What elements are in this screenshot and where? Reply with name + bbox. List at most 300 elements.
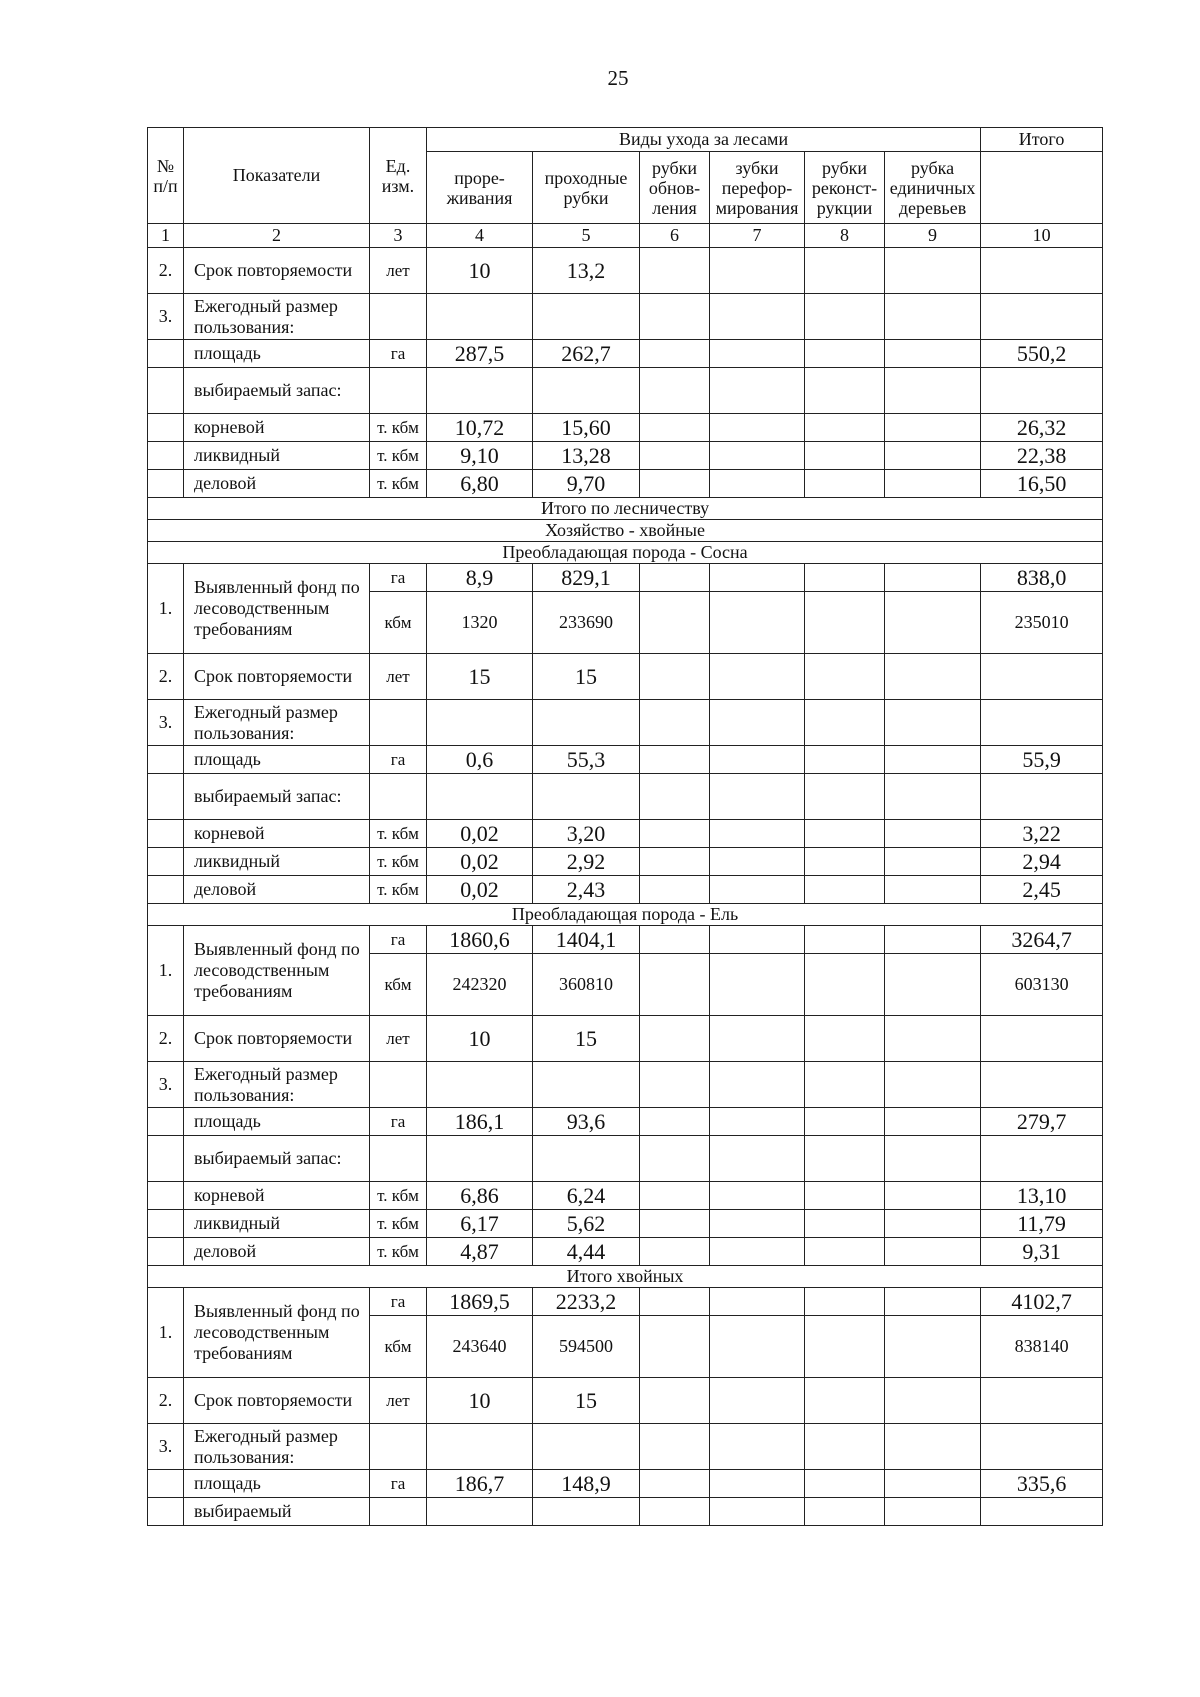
empty-cell (885, 1016, 981, 1062)
empty-cell (640, 926, 710, 954)
empty-cell (805, 700, 885, 746)
empty-cell (805, 1210, 885, 1238)
empty-cell (640, 368, 710, 414)
value-passage: 4,44 (533, 1238, 640, 1266)
row-indicator: выбираемый запас: (184, 1136, 370, 1182)
empty-cell (640, 1378, 710, 1424)
row-unit: га (370, 340, 427, 368)
empty-cell (885, 294, 981, 340)
value-thinning: 186,1 (427, 1108, 533, 1136)
row-unit: га (370, 926, 427, 954)
row-indicator: Выявленный фонд по лесоводственным требованиям (184, 1288, 370, 1378)
row-number: 2. (148, 654, 184, 700)
value-passage: 13,28 (533, 442, 640, 470)
value-thinning: 0,6 (427, 746, 533, 774)
empty-cell (640, 1062, 710, 1108)
empty-cell (885, 774, 981, 820)
row-indicator: площадь (184, 746, 370, 774)
row-indicator: выбираемый запас: (184, 774, 370, 820)
empty-cell (805, 1498, 885, 1526)
value-total: 9,31 (981, 1238, 1103, 1266)
empty-cell (640, 954, 710, 1016)
row-unit (370, 1136, 427, 1182)
empty-cell (710, 564, 805, 592)
empty-cell (885, 340, 981, 368)
empty-cell (885, 1182, 981, 1210)
table-row (148, 414, 1103, 442)
value-passage: 15 (533, 654, 640, 700)
header-total-blank (981, 152, 1103, 224)
value-thinning (427, 368, 533, 414)
empty-cell (640, 1470, 710, 1498)
value-total (981, 1378, 1103, 1424)
value-total: 550,2 (981, 340, 1103, 368)
row-indicator: Срок повторяемости (184, 248, 370, 294)
row-number (148, 1470, 184, 1498)
empty-cell (710, 954, 805, 1016)
empty-cell (805, 1182, 885, 1210)
empty-cell (885, 368, 981, 414)
value-total (981, 700, 1103, 746)
empty-cell (805, 368, 885, 414)
empty-cell (805, 442, 885, 470)
value-total (981, 248, 1103, 294)
empty-cell (640, 820, 710, 848)
table-row (148, 1136, 1103, 1182)
row-number (148, 774, 184, 820)
empty-cell (640, 774, 710, 820)
section-title: Хозяйство - хвойные (148, 520, 1103, 542)
value-thinning (427, 1424, 533, 1470)
empty-cell (640, 1288, 710, 1316)
row-unit (370, 700, 427, 746)
empty-cell (640, 592, 710, 654)
empty-cell (640, 848, 710, 876)
value-thinning: 1320 (427, 592, 533, 654)
empty-cell (805, 470, 885, 498)
value-passage: 2,43 (533, 876, 640, 904)
row-indicator: площадь (184, 1470, 370, 1498)
value-total: 16,50 (981, 470, 1103, 498)
value-passage: 5,62 (533, 1210, 640, 1238)
table-row (148, 876, 1103, 904)
value-passage: 13,2 (533, 248, 640, 294)
header-total: Итого (981, 128, 1103, 152)
empty-cell (885, 876, 981, 904)
empty-cell (885, 1498, 981, 1526)
row-indicator: Ежегодный размер пользования: (184, 1424, 370, 1470)
row-unit: кбм (370, 1316, 427, 1378)
table-row (148, 564, 1103, 592)
row-number (148, 848, 184, 876)
value-total (981, 774, 1103, 820)
value-total: 279,7 (981, 1108, 1103, 1136)
table-row (148, 1288, 1103, 1316)
empty-cell (885, 248, 981, 294)
value-thinning (427, 774, 533, 820)
value-total (981, 1062, 1103, 1108)
table-row (148, 1108, 1103, 1136)
value-total (981, 368, 1103, 414)
section-row (148, 498, 1103, 520)
row-unit: т. кбм (370, 414, 427, 442)
empty-cell (805, 848, 885, 876)
empty-cell (710, 1498, 805, 1526)
value-passage (533, 1424, 640, 1470)
value-thinning: 186,7 (427, 1470, 533, 1498)
section-title: Итого хвойных (148, 1266, 1103, 1288)
value-total: 22,38 (981, 442, 1103, 470)
row-unit: га (370, 1288, 427, 1316)
empty-cell (710, 248, 805, 294)
row-number (148, 368, 184, 414)
empty-cell (640, 876, 710, 904)
empty-cell (805, 954, 885, 1016)
empty-cell (805, 592, 885, 654)
value-thinning (427, 1062, 533, 1108)
value-total: 235010 (981, 592, 1103, 654)
header-unit: Ед. изм. (370, 128, 427, 224)
table-row (148, 1470, 1103, 1498)
row-unit: га (370, 1108, 427, 1136)
section-row (148, 542, 1103, 564)
empty-cell (805, 1378, 885, 1424)
value-passage: 15 (533, 1016, 640, 1062)
value-total: 335,6 (981, 1470, 1103, 1498)
value-passage: 15 (533, 1378, 640, 1424)
empty-cell (885, 926, 981, 954)
row-number: 2. (148, 1378, 184, 1424)
row-unit: лет (370, 248, 427, 294)
row-number: 3. (148, 1424, 184, 1470)
empty-cell (710, 654, 805, 700)
value-thinning: 0,02 (427, 848, 533, 876)
table-row (148, 1238, 1103, 1266)
forest-care-table (147, 127, 1103, 1526)
empty-cell (885, 1136, 981, 1182)
col-number: 10 (981, 224, 1103, 248)
row-unit: лет (370, 1378, 427, 1424)
header-col-thinning: проре-живания (427, 152, 533, 224)
value-thinning: 10 (427, 248, 533, 294)
empty-cell (805, 654, 885, 700)
empty-cell (710, 442, 805, 470)
header-col-single-trees: рубка единичных деревьев (885, 152, 981, 224)
empty-cell (885, 700, 981, 746)
empty-cell (640, 700, 710, 746)
value-total: 11,79 (981, 1210, 1103, 1238)
value-thinning: 1869,5 (427, 1288, 533, 1316)
empty-cell (805, 876, 885, 904)
empty-cell (885, 1288, 981, 1316)
value-passage (533, 774, 640, 820)
section-row (148, 1266, 1103, 1288)
col-number: 2 (184, 224, 370, 248)
col-number: 3 (370, 224, 427, 248)
row-number: 1. (148, 926, 184, 1016)
empty-cell (885, 954, 981, 1016)
row-unit: га (370, 746, 427, 774)
header-col-renewal: рубки обнов-ления (640, 152, 710, 224)
value-passage: 2233,2 (533, 1288, 640, 1316)
value-passage: 2,92 (533, 848, 640, 876)
value-thinning: 10,72 (427, 414, 533, 442)
value-thinning: 9,10 (427, 442, 533, 470)
col-number: 7 (710, 224, 805, 248)
value-passage (533, 700, 640, 746)
value-passage: 15,60 (533, 414, 640, 442)
table-row (148, 1498, 1103, 1526)
row-indicator: деловой (184, 470, 370, 498)
table-body (148, 248, 1103, 1526)
value-passage: 829,1 (533, 564, 640, 592)
empty-cell (640, 564, 710, 592)
empty-cell (710, 1470, 805, 1498)
row-number (148, 820, 184, 848)
empty-cell (805, 1062, 885, 1108)
row-number (148, 1498, 184, 1526)
empty-cell (640, 1016, 710, 1062)
value-total: 2,94 (981, 848, 1103, 876)
row-indicator: площадь (184, 340, 370, 368)
value-thinning: 0,02 (427, 876, 533, 904)
row-number (148, 746, 184, 774)
empty-cell (885, 1316, 981, 1378)
empty-cell (805, 1316, 885, 1378)
row-number: 3. (148, 700, 184, 746)
header-indicators: Показатели (184, 128, 370, 224)
section-row (148, 904, 1103, 926)
table-row (148, 470, 1103, 498)
table-row (148, 654, 1103, 700)
row-indicator: Ежегодный размер пользования: (184, 294, 370, 340)
empty-cell (710, 340, 805, 368)
empty-cell (710, 700, 805, 746)
col-number: 6 (640, 224, 710, 248)
value-total: 26,32 (981, 414, 1103, 442)
value-thinning: 15 (427, 654, 533, 700)
col-number: 8 (805, 224, 885, 248)
value-thinning: 243640 (427, 1316, 533, 1378)
table-row (148, 368, 1103, 414)
row-indicator: ликвидный (184, 442, 370, 470)
empty-cell (640, 248, 710, 294)
empty-cell (710, 746, 805, 774)
table-row (148, 700, 1103, 746)
value-total: 55,9 (981, 746, 1103, 774)
row-indicator: Выявленный фонд по лесоводственным требованиям (184, 564, 370, 654)
empty-cell (805, 294, 885, 340)
row-number: 1. (148, 1288, 184, 1378)
empty-cell (710, 848, 805, 876)
row-unit: т. кбм (370, 848, 427, 876)
empty-cell (885, 1424, 981, 1470)
row-number (148, 470, 184, 498)
row-indicator: Выявленный фонд по лесоводственным требованиям (184, 926, 370, 1016)
col-number: 4 (427, 224, 533, 248)
empty-cell (885, 746, 981, 774)
empty-cell (805, 248, 885, 294)
value-thinning: 1860,6 (427, 926, 533, 954)
empty-cell (640, 1136, 710, 1182)
value-thinning: 6,17 (427, 1210, 533, 1238)
empty-cell (805, 1108, 885, 1136)
empty-cell (640, 1498, 710, 1526)
empty-cell (640, 442, 710, 470)
row-unit (370, 1424, 427, 1470)
empty-cell (885, 1108, 981, 1136)
row-unit (370, 774, 427, 820)
empty-cell (640, 470, 710, 498)
value-thinning: 6,86 (427, 1182, 533, 1210)
table-row (148, 294, 1103, 340)
empty-cell (640, 1210, 710, 1238)
row-number (148, 1238, 184, 1266)
value-total: 2,45 (981, 876, 1103, 904)
col-number: 1 (148, 224, 184, 248)
empty-cell (710, 1182, 805, 1210)
empty-cell (885, 414, 981, 442)
value-thinning: 10 (427, 1378, 533, 1424)
col-number: 5 (533, 224, 640, 248)
row-indicator: ликвидный (184, 848, 370, 876)
value-thinning (427, 1498, 533, 1526)
row-number (148, 1108, 184, 1136)
col-number: 9 (885, 224, 981, 248)
row-indicator: выбираемый (184, 1498, 370, 1526)
value-total: 838,0 (981, 564, 1103, 592)
header-types-group: Виды ухода за лесами (427, 128, 981, 152)
table-row (148, 1210, 1103, 1238)
empty-cell (710, 1378, 805, 1424)
empty-cell (710, 926, 805, 954)
empty-cell (710, 1288, 805, 1316)
value-total: 4102,7 (981, 1288, 1103, 1316)
value-passage: 93,6 (533, 1108, 640, 1136)
value-passage: 233690 (533, 592, 640, 654)
row-indicator: Ежегодный размер пользования: (184, 1062, 370, 1108)
row-number (148, 414, 184, 442)
empty-cell (885, 470, 981, 498)
value-passage (533, 1498, 640, 1526)
empty-cell (805, 820, 885, 848)
empty-cell (710, 1016, 805, 1062)
value-passage (533, 294, 640, 340)
row-indicator: корневой (184, 820, 370, 848)
empty-cell (640, 654, 710, 700)
row-unit: т. кбм (370, 1238, 427, 1266)
empty-cell (640, 746, 710, 774)
value-passage: 55,3 (533, 746, 640, 774)
empty-cell (710, 294, 805, 340)
empty-cell (885, 592, 981, 654)
row-indicator: площадь (184, 1108, 370, 1136)
header-col-reformation: зубки перефор-мирования (710, 152, 805, 224)
row-unit: т. кбм (370, 442, 427, 470)
row-number: 2. (148, 1016, 184, 1062)
row-indicator: Срок повторяемости (184, 654, 370, 700)
empty-cell (805, 1136, 885, 1182)
value-thinning: 8,9 (427, 564, 533, 592)
empty-cell (640, 1182, 710, 1210)
table-row (148, 1062, 1103, 1108)
empty-cell (710, 1108, 805, 1136)
value-passage: 148,9 (533, 1470, 640, 1498)
row-number (148, 442, 184, 470)
header-col-passage: проходные рубки (533, 152, 640, 224)
value-passage: 360810 (533, 954, 640, 1016)
empty-cell (710, 368, 805, 414)
row-unit: га (370, 1470, 427, 1498)
table-row (148, 340, 1103, 368)
row-unit: кбм (370, 954, 427, 1016)
section-title: Итого по лесничеству (148, 498, 1103, 520)
value-passage: 6,24 (533, 1182, 640, 1210)
value-thinning: 10 (427, 1016, 533, 1062)
row-indicator: корневой (184, 414, 370, 442)
empty-cell (885, 564, 981, 592)
value-passage (533, 1062, 640, 1108)
value-total (981, 1016, 1103, 1062)
empty-cell (805, 746, 885, 774)
row-indicator: ликвидный (184, 1210, 370, 1238)
value-thinning (427, 700, 533, 746)
row-number (148, 1210, 184, 1238)
empty-cell (885, 1062, 981, 1108)
row-number (148, 1136, 184, 1182)
empty-cell (805, 414, 885, 442)
row-unit: т. кбм (370, 1210, 427, 1238)
row-number: 3. (148, 1062, 184, 1108)
row-unit: га (370, 564, 427, 592)
row-unit (370, 368, 427, 414)
table-row (148, 1424, 1103, 1470)
row-indicator: выбираемый запас: (184, 368, 370, 414)
value-thinning: 0,02 (427, 820, 533, 848)
empty-cell (710, 876, 805, 904)
value-total (981, 1424, 1103, 1470)
header-no: № п/п (148, 128, 184, 224)
value-total: 3,22 (981, 820, 1103, 848)
empty-cell (805, 340, 885, 368)
row-indicator: Срок повторяемости (184, 1016, 370, 1062)
row-number (148, 876, 184, 904)
empty-cell (710, 1238, 805, 1266)
value-passage: 9,70 (533, 470, 640, 498)
row-number: 2. (148, 248, 184, 294)
empty-cell (710, 470, 805, 498)
empty-cell (805, 926, 885, 954)
empty-cell (710, 592, 805, 654)
row-indicator: деловой (184, 1238, 370, 1266)
value-total (981, 294, 1103, 340)
row-number: 3. (148, 294, 184, 340)
value-passage (533, 1136, 640, 1182)
empty-cell (640, 340, 710, 368)
row-unit (370, 1062, 427, 1108)
section-title: Преобладающая порода - Ель (148, 904, 1103, 926)
row-number (148, 340, 184, 368)
value-passage (533, 368, 640, 414)
table-row (148, 848, 1103, 876)
page-number: 25 (607, 66, 629, 90)
table-row (148, 746, 1103, 774)
empty-cell (710, 1062, 805, 1108)
empty-cell (640, 294, 710, 340)
table-row (148, 1378, 1103, 1424)
empty-cell (710, 1136, 805, 1182)
value-passage: 1404,1 (533, 926, 640, 954)
